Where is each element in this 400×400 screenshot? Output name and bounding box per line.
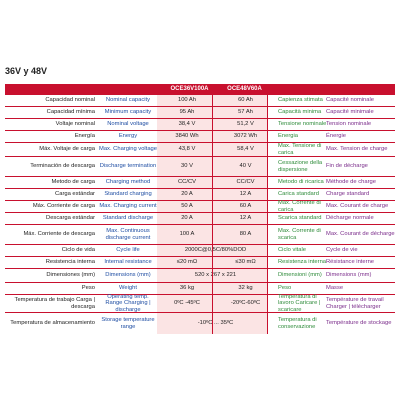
- spec-value-48v: 12 A: [239, 215, 252, 222]
- spec-label-it: Scarica standard: [278, 215, 322, 222]
- spec-label-es: Ciclo de vida: [61, 247, 95, 254]
- spec-label-es: Temperatura de almacenamiento: [10, 320, 95, 327]
- spec-label-fr: Capacité minimale: [326, 109, 374, 116]
- table-row: [5, 176, 395, 188]
- spec-label-fr: Méthode de charge: [326, 179, 376, 186]
- model-column-divider: [212, 94, 213, 334]
- spec-value-36v: 20 A: [181, 191, 193, 198]
- spec-label-en: Standard charging: [104, 191, 152, 198]
- table-row: [5, 118, 395, 130]
- spec-label-en: Weight: [119, 285, 137, 292]
- table-row: [5, 130, 395, 142]
- spec-value-48v: 58,4 V: [237, 146, 254, 153]
- spec-label-es: Máx. Corriente de descarga: [23, 231, 95, 238]
- spec-label-it: Temperatura di conservazione: [278, 317, 317, 330]
- spec-label-it: Capacità minima: [278, 109, 322, 116]
- spec-label-es: Capacidad nominal: [45, 97, 95, 104]
- spec-value-48v: 3072 Wh: [233, 133, 258, 140]
- table-row: [5, 256, 395, 268]
- spec-label-es: Dimensiones (mm): [46, 272, 95, 279]
- page-title: 36V y 48V: [5, 66, 48, 76]
- spec-label-es: Peso: [81, 285, 95, 292]
- spec-label-en: Operating temp. Range Charging | discharge: [105, 294, 151, 313]
- spec-label-en: Max. Continuous discharge current: [105, 228, 151, 241]
- spec-label-es: Máx. Corriente de carga: [32, 203, 95, 210]
- spec-label-it: Metodo di ricarica: [278, 179, 324, 186]
- spec-label-fr: Masse: [326, 285, 344, 292]
- spec-label-en: Nominal capacity: [105, 97, 151, 104]
- table-row: [5, 212, 395, 224]
- spec-label-fr: Température de travail Charger | télécharger: [326, 297, 384, 310]
- spec-label-en: Discharge termination: [99, 163, 157, 170]
- model-header-48v: OCE48V60A: [227, 86, 262, 92]
- spec-label-en: Max. Charging current: [99, 203, 157, 210]
- table-row: [5, 268, 395, 282]
- spec-label-it: Capienza stimata: [278, 97, 323, 104]
- spec-value-48v: 12 A: [239, 191, 252, 198]
- spec-label-es: Terminación de descarga: [30, 163, 95, 170]
- spec-label-fr: Max. Courant de charge: [326, 203, 389, 210]
- spec-label-fr: Max. Courant de décharge: [326, 231, 395, 238]
- spec-value-36v: 30 V: [181, 163, 193, 170]
- spec-label-es: Metodo de carga: [51, 179, 95, 186]
- spec-label-it: Energia: [278, 133, 298, 140]
- spec-label-es: Temperatura de trabajo Carga | descarga: [14, 297, 95, 310]
- spec-label-es: Máx. Voltaje de carga: [39, 146, 95, 153]
- table-row: [5, 282, 395, 294]
- spec-label-it: Resistenza interna: [278, 259, 327, 266]
- spec-label-en: Charging method: [105, 179, 151, 186]
- spec-value-48v: 32 kg: [238, 285, 253, 292]
- spec-label-en: Dimensions (mm): [105, 272, 151, 279]
- table-row: [5, 94, 395, 106]
- spec-label-fr: Énergie: [326, 133, 346, 140]
- spec-value-36v: 100 A: [179, 231, 195, 238]
- spec-value-36v: 3840 Wh: [175, 133, 199, 140]
- spec-value-48v: CC/CV: [236, 179, 255, 186]
- spec-label-fr: Fin de décharge: [326, 163, 368, 170]
- table-row: [5, 106, 395, 118]
- table-row: [5, 224, 395, 244]
- spec-value-48v: 60 A: [239, 203, 252, 210]
- spec-value-48v: 40 V: [239, 163, 252, 170]
- spec-value-36v: 38,4 V: [178, 121, 196, 128]
- spec-label-fr: Dimensions (mm): [326, 272, 372, 279]
- spec-value-36v: 100 Ah: [177, 97, 197, 104]
- spec-value-shared: -10ºC ... 35ºC: [197, 320, 234, 327]
- spec-label-fr: Résistance interne: [326, 259, 375, 266]
- spec-value-36v: ≤20 mΩ: [176, 259, 198, 266]
- table-header-bar: [5, 84, 395, 94]
- spec-label-it: Max. Corrente di scarica: [278, 228, 321, 241]
- spec-label-it: Temperatura di lavoro Caricare | scaricare: [278, 294, 321, 313]
- spec-value-48v: 57 Ah: [238, 109, 253, 116]
- spec-value-36v: 50 A: [181, 203, 193, 210]
- spec-label-it: Cessazione della dispersione: [278, 160, 323, 173]
- spec-label-es: Carga estándar: [55, 191, 95, 198]
- table-row: [5, 156, 395, 176]
- spec-value-shared: 520 x 267 x 221: [194, 272, 237, 279]
- spec-value-shared: 2000C@0,5C/80%DOD: [184, 247, 247, 254]
- spec-label-fr: Capacité nominale: [326, 97, 375, 104]
- spec-value-48v: 51,2 V: [237, 121, 254, 128]
- spec-value-36v: CC/CV: [177, 179, 197, 186]
- spec-label-es: Resistencia interna: [45, 259, 95, 266]
- model-column-right-border: [267, 94, 268, 334]
- spec-value-36v: 36 kg: [179, 285, 195, 292]
- table-row: [5, 244, 395, 256]
- spec-value-36v: 0ºC -45ºC: [174, 300, 200, 307]
- spec-label-it: Tensione nominale: [278, 121, 327, 128]
- spec-value-48v: -20ºC-60ºC: [230, 300, 261, 307]
- spec-label-en: Cycle life: [116, 247, 140, 254]
- model-header-36v: OCE36V100A: [170, 86, 209, 92]
- table-row: [5, 188, 395, 200]
- spec-label-en: Nominal voltage: [107, 121, 149, 128]
- spec-label-en: Standard discharge: [102, 215, 154, 222]
- spec-label-en: Internal resistance: [104, 259, 152, 266]
- spec-label-it: Ciclo vitale: [278, 247, 307, 254]
- spec-label-es: Capacidad mínima: [46, 109, 95, 116]
- spec-label-it: Carica standard: [278, 191, 319, 198]
- spec-value-36v: 43,8 V: [178, 146, 196, 153]
- spec-label-it: Max. Tensione di carica: [278, 143, 322, 156]
- spec-label-en: Minimum capacity: [104, 109, 152, 116]
- table-row: [5, 312, 395, 334]
- table-row: [5, 200, 395, 212]
- spec-value-36v: 95 Ah: [179, 109, 195, 116]
- spec-label-en: Energy: [118, 133, 138, 140]
- spec-label-fr: Cycle de vie: [326, 247, 358, 254]
- spec-label-es: Energía: [74, 133, 95, 140]
- spec-label-en: Max. Charging voltage: [99, 146, 158, 153]
- table-row: [5, 142, 395, 156]
- spec-label-fr: Charge standard: [326, 191, 370, 198]
- spec-label-fr: Température de stockage: [326, 320, 392, 327]
- spec-label-it: Max. Corrente di carica: [278, 200, 321, 213]
- table-row: [5, 294, 395, 312]
- spec-value-48v: 80 A: [239, 231, 252, 238]
- spec-label-fr: Décharge normale: [326, 215, 374, 222]
- spec-label-en: Storage temperature range: [101, 317, 155, 330]
- spec-label-es: Voltaje nominal: [55, 121, 95, 128]
- spec-value-48v: ≤30 mΩ: [235, 259, 256, 266]
- spec-label-es: Descarga estándar: [46, 215, 95, 222]
- spec-label-it: Peso: [278, 285, 292, 292]
- spec-label-it: Dimensioni (mm): [278, 272, 322, 279]
- spec-label-fr: Tension nominale: [326, 121, 372, 128]
- spec-label-fr: Max. Tension de charge: [326, 146, 388, 153]
- spec-value-48v: 60 Ah: [238, 97, 253, 104]
- spec-value-36v: 20 A: [181, 215, 193, 222]
